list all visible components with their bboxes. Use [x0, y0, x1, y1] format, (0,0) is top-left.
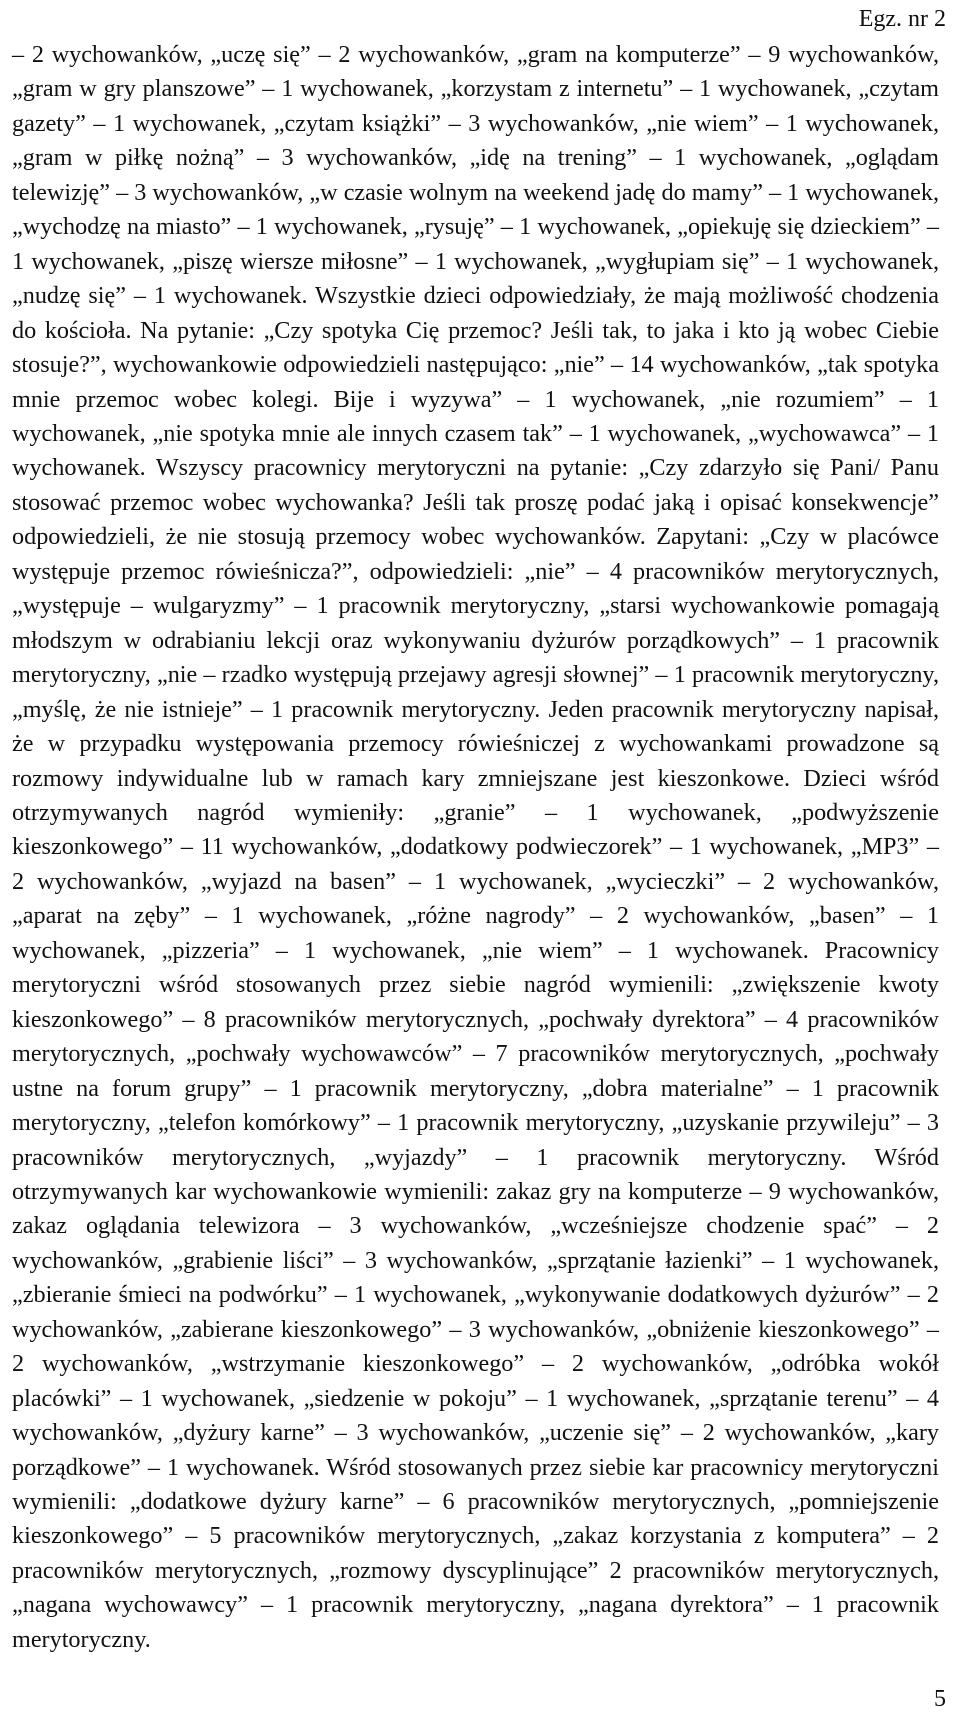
body-paragraph: – 2 wychowanków, „uczę się” – 2 wychowanków, „gram na komputerze” – 9 wychowanków, „gram w gry planszowe” – 1 wychowanek, „korzystam z internetu” – 1 wychowanek, „czytam gazety” – 1 wychowanek, „czytam książki” – 3 wychowanków, „nie wiem” – 1 wychowanek, „gram w piłkę nożną” – 3 wychowanków, „idę na trening” – 1 wychowanek, „oglądam telewizję” – 3 wychowanków, „w czasie wolnym na weekend jadę do mamy” – 1 wychowanek, „wychodzę na miasto” – 1 wychowanek, „rysuję” – 1 wychowanek, „opiekuję się dzieckiem” – 1 wychowanek, „piszę wiersze miłosne” – 1 wychowanek, „wygłupiam się” – 1 wychowanek, „nudzę się” – 1 wychowanek. Wszystkie dzieci odpowiedziały, że mają możliwość chodzenia do kościoła. Na pytanie: „Czy spotyka Cię przemoc? Jeśli tak, to jaka i kto ją wobec Ciebie stosuje?”, wychowankowie odpowiedzieli następująco: „nie” – 14 wychowanków, „tak spotyka mnie przemoc wobec kolegi. Bije i wyzywa” – 1 wychowanek, „nie rozumiem” – 1 wychowanek, „nie spotyka mnie ale innych czasem tak” – 1 wychowanek, „wychowawca” – 1 wychowanek. Wszyscy pracownicy merytoryczni na pytanie: „Czy zdarzyło się Pani/ Panu stosować przemoc wobec wychowanka? Jeśli tak proszę podać jaką i opisać konsekwencje” odpowiedzieli, że nie stosują przemocy wobec wychowanków. Zapytani: „Czy w placówce występuje przemoc rówieśnicza?”, odpowiedzieli: „nie” – 4 pracowników merytorycznych, „występuje – wulgaryzmy” – 1 pracownik merytoryczny, „starsi wychowankowie pomagają młodszym w odrabianiu lekcji oraz wykonywaniu dyżurów porządkowych” – 1 pracownik merytoryczny, „nie – rzadko występują przejawy agresji słownej” – 1 pracownik merytoryczny, „myślę, że nie istnieje” – 1 pracownik merytoryczny. Jeden pracownik merytoryczny napisał, że w przypadku występowania przemocy rówieśniczej z wychowankami prowadzone są rozmowy indywidualne lub w ramach kary zmniejszane jest kieszonkowe. Dzieci wśród otrzymywanych nagród wymieniły: „granie” – 1 wychowanek, „podwyższenie kieszonkowego” – 11 wychowanków, „dodatkowy podwieczorek” – 1 wychowanek, „MP3” – 2 wychowanków, „wyjazd na basen” – 1 wychowanek, „wycieczki” – 2 wychowanków, „aparat na zęby” – 1 wychowanek, „różne nagrody” – 2 wychowanków, „basen” – 1 wychowanek, „pizzeria” – 1 wychowanek, „nie wiem” – 1 wychowanek. Pracownicy merytoryczni wśród stosowanych przez siebie nagród wymienili: „zwiększenie kwoty kieszonkowego” – 8 pracowników merytorycznych, „pochwały dyrektora” – 4 pracowników merytorycznych, „pochwały wychowawców” – 7 pracowników merytorycznych, „pochwały ustne na forum grupy” – 1 pracownik merytoryczny, „dobra materialne” – 1 pracownik merytoryczny, „telefon komórkowy” – 1 pracownik merytoryczny, „uzyskanie przywileju” – 3 pracowników merytorycznych, „wyjazdy” – 1 pracownik merytoryczny. Wśród otrzymywanych kar wychowankowie wymienili: zakaz gry na komputerze – 9 wychowanków, zakaz oglądania telewizora – 3 wychowanków, „wcześniejsze chodzenie spać” – 2 wychowanków, „grabienie liści” – 3 wychowanków, „sprzątanie łazienki” – 1 wychowanek, „zbieranie śmieci na podwórku” – 1 wychowanek, „wykonywanie dodatkowych dyżurów” – 2 wychowanków, „zabierane kieszonkowego” – 3 wychowanków, „obniżenie kieszonkowego” – 2 wychowanków, „wstrzymanie kieszonkowego” – 2 wychowanków, „odróbka wokół placówki” – 1 wychowanek, „siedzenie w pokoju” – 1 wychowanek, „sprzątanie terenu” – 4 wychowanków, „dyżury karne” – 3 wychowanków, „uczenie się” – 2 wychowanków, „kary porządkowe” – 1 wychowanek. Wśród stosowanych przez siebie kar pracownicy merytoryczni wymienili: „dodatkowe dyżury karne” – 6 pracowników merytorycznych, „pomniejszenie kieszonkowego” – 5 pracowników merytorycznych, „zakaz korzystania z komputera” – 2 pracowników merytorycznych, „rozmowy dyscyplinujące” 2 pracowników merytorycznych, „nagana wychowawcy” – 1 pracownik merytoryczny, „nagana dyrektora” – 1 pracownik merytoryczny.: [12, 41, 939, 1653]
copy-number-label: Egz. nr 2: [858, 6, 946, 32]
page-number: 5: [934, 1686, 946, 1712]
